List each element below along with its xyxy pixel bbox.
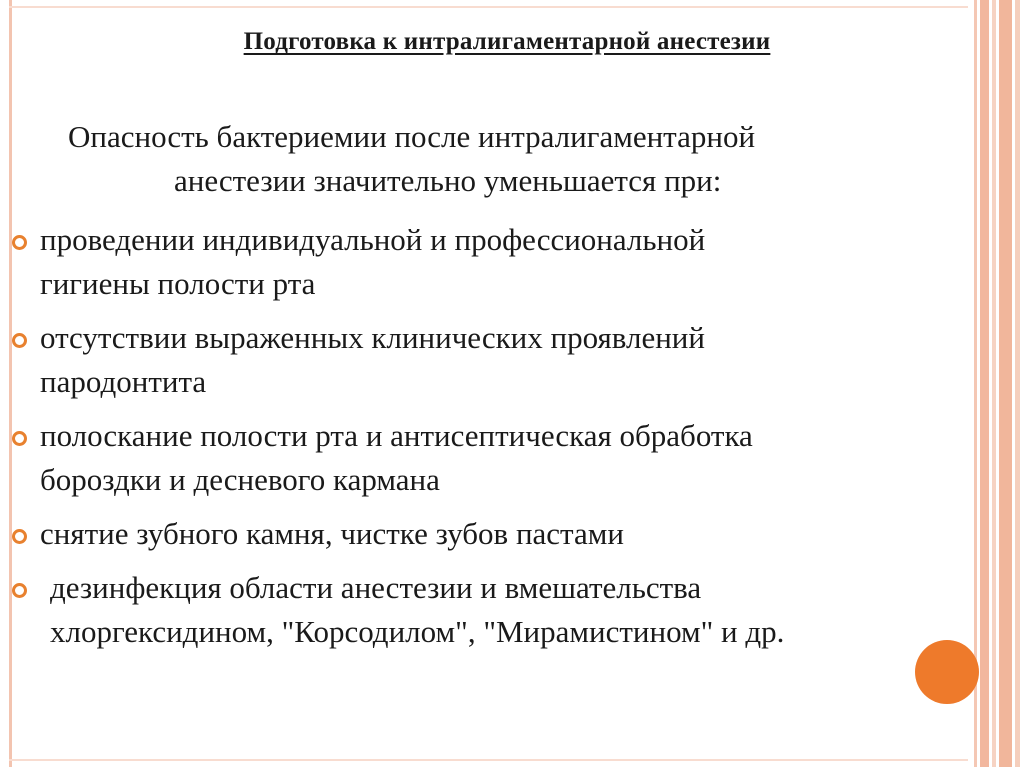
bullet-line-2: пародонтита <box>40 364 207 399</box>
bullet-circle-icon <box>12 333 27 348</box>
list-item <box>8 218 968 306</box>
list-item <box>8 316 968 404</box>
slide-title: Подготовка к интралигаментарной анестезии <box>243 28 771 55</box>
right-decorative-stripes <box>974 0 1024 767</box>
intro-line-1: Опасность бактериемии после интралигаментарной <box>68 119 756 154</box>
top-border-line <box>9 6 968 8</box>
bullet-line-1: отсутствии выраженных клинических проявлений <box>40 320 705 355</box>
intro-line-2: анестезии значительно уменьшается при: <box>174 163 722 198</box>
list-item <box>8 512 968 556</box>
stripe <box>980 0 989 767</box>
bullet-line-1: снятие зубного камня, чистке зубов пастами <box>40 516 624 551</box>
bullet-line-2: хлоргексидином, "Корсодилом", "Мирамистином" и др. <box>50 614 785 649</box>
bullet-line-1: дезинфекция области анестезии и вмешательства <box>50 570 702 605</box>
bullet-list <box>8 218 968 654</box>
bullet-line-2: бороздки и десневого кармана <box>40 462 440 497</box>
bullet-line-2: гигиены полости рта <box>40 266 316 301</box>
bullet-line-1: проведении индивидуальной и профессиональной <box>40 222 706 257</box>
stripe <box>974 0 977 767</box>
list-item <box>8 566 968 654</box>
stripe <box>1015 0 1020 767</box>
bullet-circle-icon <box>12 235 27 250</box>
stripe <box>992 0 996 767</box>
bottom-border-line <box>9 759 968 761</box>
list-item <box>8 414 968 502</box>
bullet-circle-icon <box>12 583 27 598</box>
bullet-circle-icon <box>12 431 27 446</box>
stripe <box>999 0 1012 767</box>
intro-paragraph <box>66 115 966 203</box>
bullet-circle-icon <box>12 529 27 544</box>
bullet-line-1: полоскание полости рта и антисептическая обработка <box>40 418 753 453</box>
decorative-orange-circle <box>915 640 979 704</box>
